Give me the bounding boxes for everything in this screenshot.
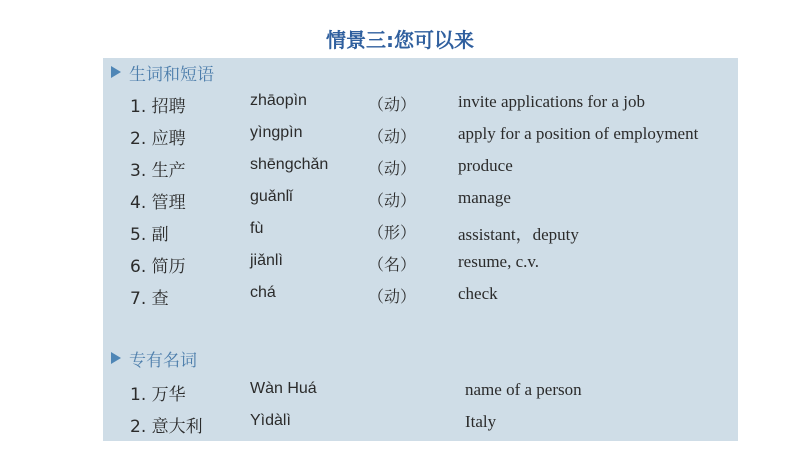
- vocab-pinyin: chá: [250, 284, 276, 301]
- vocab-part-of-speech: （动）: [368, 127, 417, 146]
- vocab-english: assistant，deputy: [458, 225, 579, 244]
- proper-noun-row: [103, 375, 738, 405]
- vocab-section-title: 生词和短语: [129, 64, 214, 85]
- vocab-part-of-speech: （动）: [368, 191, 417, 210]
- vocab-part-of-speech: （形）: [368, 223, 417, 242]
- vocab-section-header: [103, 60, 214, 84]
- vocab-pinyin: yìngpìn: [250, 124, 303, 141]
- vocab-english: manage: [458, 188, 511, 207]
- vocab-pinyin: fù: [250, 220, 264, 237]
- proper-noun-word: 1. 万华: [130, 385, 186, 405]
- proper-noun-pinyin: Wàn Huá: [250, 380, 317, 397]
- vocab-pinyin: shēngchǎn: [250, 156, 329, 173]
- triangle-bullet-icon: [111, 352, 121, 364]
- vocab-english: check: [458, 284, 498, 303]
- triangle-bullet-icon: [111, 66, 121, 78]
- vocabulary-panel: [103, 58, 738, 441]
- proper-nouns-section-title: 专有名词: [129, 350, 197, 371]
- vocab-english: resume, c.v.: [458, 252, 540, 271]
- proper-noun-english: Italy: [465, 412, 497, 431]
- vocab-row: [103, 151, 738, 181]
- vocab-english: apply for a position of employment: [458, 124, 699, 143]
- vocab-english: invite applications for a job: [458, 92, 645, 111]
- proper-noun-english: name of a person: [465, 380, 582, 399]
- vocab-row: [103, 183, 738, 213]
- proper-nouns-section-header: [103, 346, 197, 370]
- proper-noun-word: 2. 意大利: [130, 417, 203, 437]
- vocab-row: [103, 279, 738, 309]
- vocab-part-of-speech: （动）: [368, 159, 417, 178]
- vocab-word: 4. 管理: [130, 193, 186, 213]
- vocab-row: [103, 87, 738, 117]
- vocab-row: [103, 119, 738, 149]
- proper-noun-row: [103, 407, 738, 437]
- vocab-word: 5. 副: [130, 225, 169, 245]
- vocab-row: [103, 247, 738, 277]
- page-title: 情景三:您可以来: [326, 28, 474, 52]
- vocab-word: 6. 简历: [130, 257, 186, 277]
- vocab-word: 2. 应聘: [130, 129, 186, 149]
- vocab-pinyin: guǎnlǐ: [250, 188, 293, 205]
- vocab-pinyin: zhāopìn: [250, 92, 307, 109]
- vocab-row: [103, 215, 738, 245]
- vocab-english: produce: [458, 156, 513, 175]
- vocab-word: 7. 查: [130, 289, 169, 309]
- vocab-part-of-speech: （名）: [368, 255, 417, 274]
- vocab-word: 1. 招聘: [130, 97, 186, 117]
- vocab-pinyin: jiǎnlì: [250, 252, 283, 269]
- vocab-part-of-speech: （动）: [368, 95, 417, 114]
- vocab-word: 3. 生产: [130, 161, 186, 181]
- proper-noun-pinyin: Yìdàlì: [250, 412, 291, 429]
- vocab-part-of-speech: （动）: [368, 287, 417, 306]
